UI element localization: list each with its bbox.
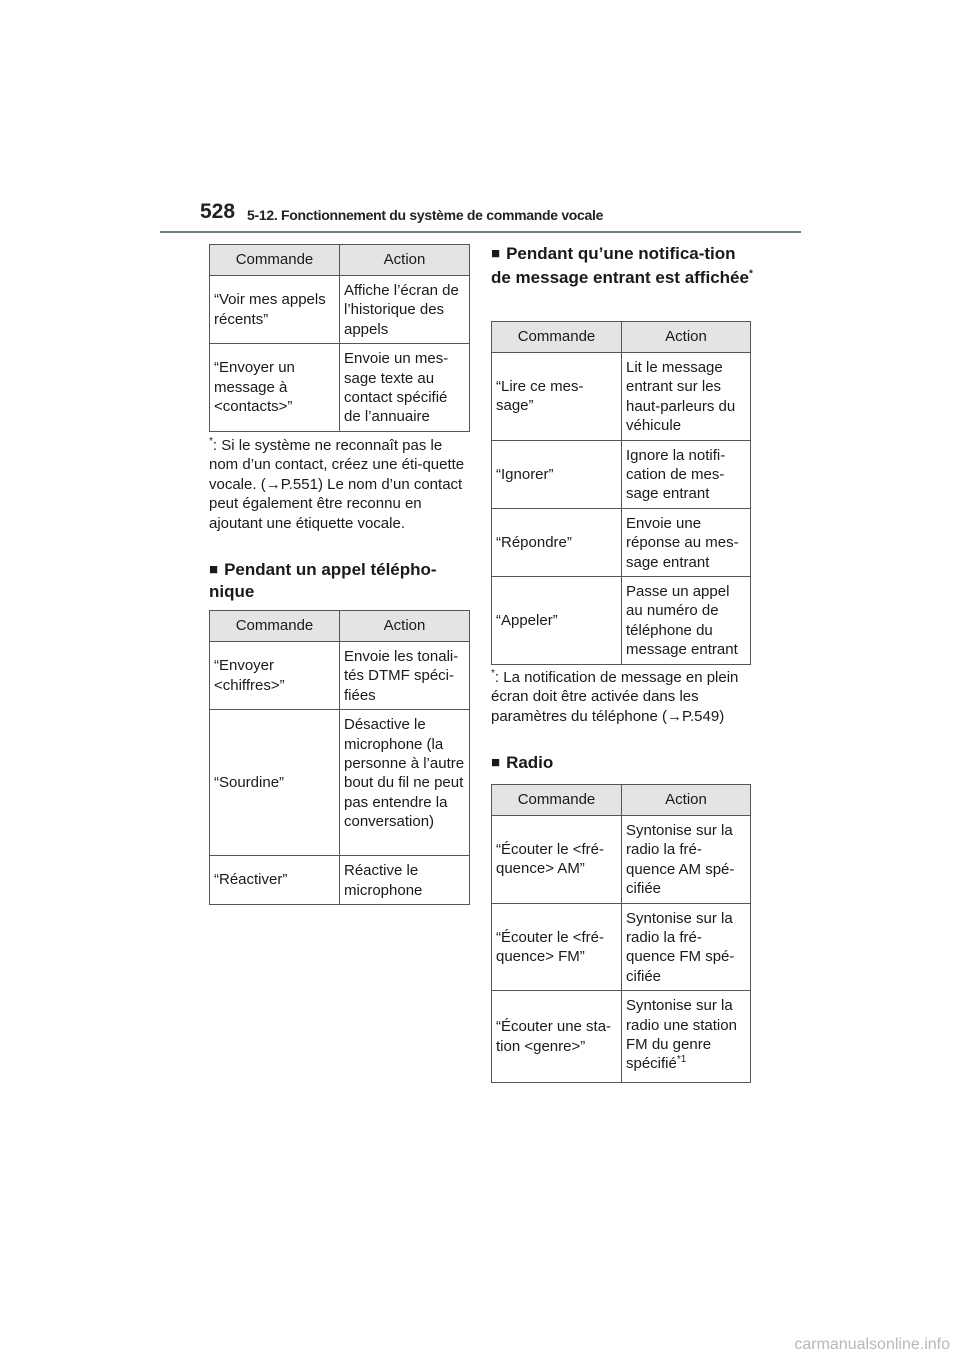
command-cell: “Ignorer” [492,440,622,508]
watermark: carmanualsonline.info [794,1336,950,1353]
command-cell: “Réactiver” [210,856,340,905]
footnote-star: * [748,268,753,280]
table-header-row [492,322,751,353]
action-cell: Envoie les tonali-tés DTMF spéci-fiées [340,642,470,710]
column-header-command: Commande [492,785,622,816]
action-cell: Lit le message entrant sur les haut-parleurs du véhicule [622,353,751,441]
action-cell: Affiche l’écran de l’historique des appels [340,276,470,344]
table-row [492,440,751,508]
action-cell [622,991,751,1083]
square-bullet-icon: ■ [491,245,501,262]
column-header-command: Commande [210,245,340,276]
command-cell: “Sourdine” [210,710,340,856]
table-header-row [210,611,470,642]
header-divider [160,231,801,233]
command-cell: “Écouter le <fré-quence> FM” [492,903,622,991]
column-header-action: Action [622,322,751,353]
table-header-row [210,245,470,276]
action-cell: Désactive le microphone (la personne à l’autre bout du fil ne peut pas entendre la conversation) [340,710,470,856]
footnote-contacts [209,436,471,533]
command-cell: “Envoyer un message à <contacts>” [210,344,340,432]
column-header-action: Action [622,785,751,816]
column-header-action: Action [340,611,470,642]
subheading-phone-call [209,559,471,603]
subheading-incoming-message [491,242,753,290]
table-row [492,903,751,991]
subheading-text: Radio [506,753,554,772]
table-contacts-commands [209,244,470,432]
table-radio-commands [491,784,751,1083]
action-cell: Envoie une réponse au mes-sage entrant [622,508,751,576]
table-row [492,353,751,441]
footnote-marker: *1 [676,1054,687,1066]
subheading-text: Pendant un appel télépho-nique [209,560,437,601]
command-cell: “Écouter une sta-tion <genre>” [492,991,622,1083]
table-row [210,344,470,432]
action-cell: Syntonise sur la radio la fré-quence FM spé-cifiée [622,903,751,991]
section-title: 5-12. Fonctionnement du système de commande vocale [247,207,604,223]
action-cell: Réactive le microphone [340,856,470,905]
command-cell: “Appeler” [492,577,622,665]
command-cell: “Voir mes appels récents” [210,276,340,344]
footnote-star: * [209,436,213,447]
action-cell: Syntonise sur la radio la fré-quence AM spé-cifiée [622,816,751,904]
command-cell: “Envoyer <chiffres>” [210,642,340,710]
footnote-star: * [491,668,495,679]
table-row [210,276,470,344]
action-cell: Ignore la notifi-cation de mes-sage entrant [622,440,751,508]
command-cell: “Lire ce mes-sage” [492,353,622,441]
column-header-command: Commande [492,322,622,353]
square-bullet-icon: ■ [209,561,219,578]
footnote-text: : Si le système ne reconnaît pas le nom d’un contact, créez une éti-quette vocale. (→P.551) Le nom d’un contact peut également être reconnu en ajoutant une étiquette vocale. [209,437,465,532]
command-cell: “Écouter le <fré-quence> AM” [492,816,622,904]
table-row [492,991,751,1083]
subheading-radio [491,752,753,774]
command-cell: “Répondre” [492,508,622,576]
table-row [492,816,751,904]
table-row [492,508,751,576]
table-row [210,856,470,905]
action-cell: Passe un appel au numéro de téléphone du message entrant [622,577,751,665]
footnote-text: : La notification de message en plein écran doit être activée dans les paramètres du téléphone (→P.549) [491,669,739,725]
column-header-command: Commande [210,611,340,642]
column-header-action: Action [340,245,470,276]
table-row [210,710,470,856]
table-call-commands [209,610,470,905]
table-message-commands [491,321,751,665]
footnote-message [491,668,753,726]
square-bullet-icon: ■ [491,754,501,771]
page-number: 528 [200,200,236,223]
subheading-text: Pendant qu’une notifica-tion de message entrant est affichée [491,244,749,287]
action-text: Syntonise sur la radio une station FM du genre spécifié [626,997,737,1073]
table-header-row [492,785,751,816]
action-cell: Envoie un mes-sage texte au contact spécifié de l’annuaire [340,344,470,432]
table-row [210,642,470,710]
table-row [492,577,751,665]
